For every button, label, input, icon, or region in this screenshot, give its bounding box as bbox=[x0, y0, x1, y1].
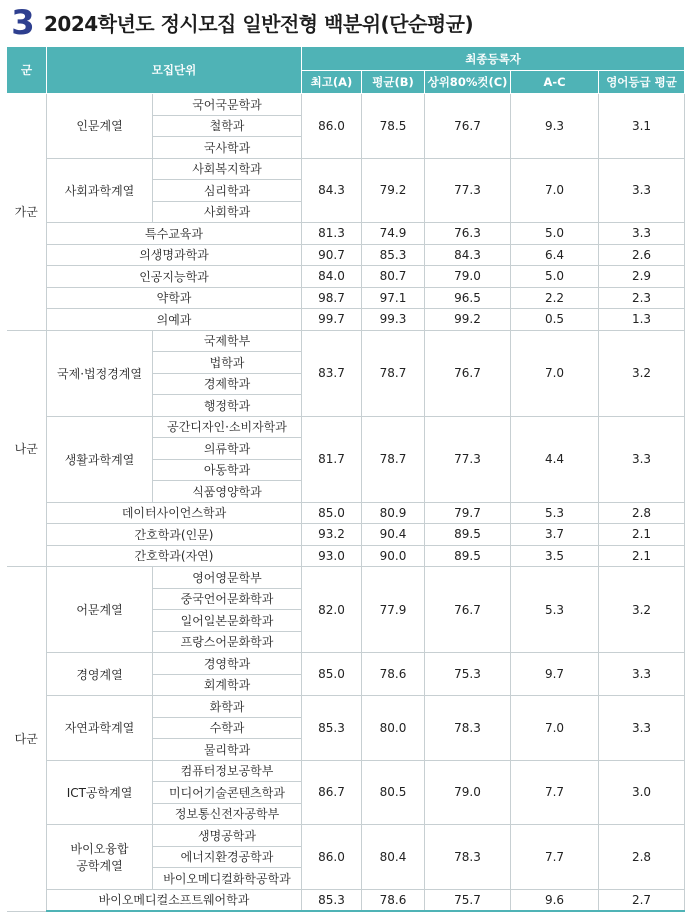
p80-value-cell: 76.7 bbox=[425, 567, 511, 653]
table-row bbox=[7, 244, 685, 266]
avg-value-cell: 80.5 bbox=[362, 760, 425, 825]
major-cell: 영어영문학부 bbox=[153, 567, 302, 589]
ac-value-cell: 0.5 bbox=[511, 309, 599, 331]
ac-value-cell: 7.0 bbox=[511, 696, 599, 761]
ac-value-cell: 3.5 bbox=[511, 545, 599, 567]
avg-value-cell: 78.5 bbox=[362, 94, 425, 159]
major-cell: 물리학과 bbox=[153, 739, 302, 761]
ac-value-cell: 9.3 bbox=[511, 94, 599, 159]
avg-value-cell: 99.3 bbox=[362, 309, 425, 331]
p80-value-cell: 79.0 bbox=[425, 266, 511, 288]
ac-value-cell: 7.7 bbox=[511, 760, 599, 825]
ac-value-cell: 7.0 bbox=[511, 158, 599, 223]
eng-value-cell: 2.8 bbox=[599, 502, 685, 524]
section-number-badge: 3 bbox=[11, 3, 35, 43]
eng-value-cell: 2.1 bbox=[599, 524, 685, 546]
unit-cell: 약학과 bbox=[47, 287, 302, 309]
table-row bbox=[7, 223, 685, 245]
eng-value-cell: 2.1 bbox=[599, 545, 685, 567]
max-value-cell: 90.7 bbox=[302, 244, 362, 266]
p80-value-cell: 76.7 bbox=[425, 94, 511, 159]
major-cell: 식품영양학과 bbox=[153, 481, 302, 503]
major-cell: 중국언어문화학과 bbox=[153, 588, 302, 610]
max-value-cell: 84.0 bbox=[302, 266, 362, 288]
col-header-unit: 모집단위 bbox=[47, 47, 302, 94]
major-cell: 국어국문학과 bbox=[153, 94, 302, 116]
major-cell: 국사학과 bbox=[153, 137, 302, 159]
ac-value-cell: 6.4 bbox=[511, 244, 599, 266]
unit-cell: ICT공학계열 bbox=[47, 760, 153, 825]
major-cell: 수학과 bbox=[153, 717, 302, 739]
avg-value-cell: 85.3 bbox=[362, 244, 425, 266]
avg-value-cell: 79.2 bbox=[362, 158, 425, 223]
unit-cell: 바이오메디컬소프트웨어학과 bbox=[47, 889, 302, 911]
col-header-max: 최고(A) bbox=[302, 71, 362, 94]
table-row bbox=[7, 158, 685, 180]
max-value-cell: 93.2 bbox=[302, 524, 362, 546]
eng-value-cell: 3.2 bbox=[599, 330, 685, 416]
group-name-cell: 나군 bbox=[7, 330, 47, 567]
ac-value-cell: 5.3 bbox=[511, 502, 599, 524]
ac-value-cell: 4.4 bbox=[511, 416, 599, 502]
max-value-cell: 85.0 bbox=[302, 653, 362, 696]
table-row bbox=[7, 653, 685, 675]
max-value-cell: 93.0 bbox=[302, 545, 362, 567]
ac-value-cell: 7.7 bbox=[511, 825, 599, 890]
unit-cell: 의예과 bbox=[47, 309, 302, 331]
eng-value-cell: 3.2 bbox=[599, 567, 685, 653]
table-row bbox=[7, 416, 685, 438]
unit-cell: 사회과학계열 bbox=[47, 158, 153, 223]
p80-value-cell: 89.5 bbox=[425, 545, 511, 567]
ac-value-cell: 9.7 bbox=[511, 653, 599, 696]
p80-value-cell: 79.0 bbox=[425, 760, 511, 825]
major-cell: 생명공학과 bbox=[153, 825, 302, 847]
ac-value-cell: 9.6 bbox=[511, 889, 599, 911]
p80-value-cell: 96.5 bbox=[425, 287, 511, 309]
max-value-cell: 98.7 bbox=[302, 287, 362, 309]
avg-value-cell: 78.7 bbox=[362, 416, 425, 502]
max-value-cell: 86.7 bbox=[302, 760, 362, 825]
major-cell: 화학과 bbox=[153, 696, 302, 718]
p80-value-cell: 79.7 bbox=[425, 502, 511, 524]
eng-value-cell: 2.9 bbox=[599, 266, 685, 288]
ac-value-cell: 5.3 bbox=[511, 567, 599, 653]
avg-value-cell: 74.9 bbox=[362, 223, 425, 245]
p80-value-cell: 78.3 bbox=[425, 696, 511, 761]
unit-cell: 인공지능학과 bbox=[47, 266, 302, 288]
major-cell: 국제학부 bbox=[153, 330, 302, 352]
major-cell: 아동학과 bbox=[153, 459, 302, 481]
col-header-ac: A-C bbox=[511, 71, 599, 94]
table-row bbox=[7, 502, 685, 524]
avg-value-cell: 90.4 bbox=[362, 524, 425, 546]
major-cell: 법학과 bbox=[153, 352, 302, 374]
p80-value-cell: 75.3 bbox=[425, 653, 511, 696]
page-header bbox=[0, 0, 690, 46]
major-cell: 사회학과 bbox=[153, 201, 302, 223]
major-cell: 철학과 bbox=[153, 115, 302, 137]
table-row bbox=[7, 696, 685, 718]
ac-value-cell: 2.2 bbox=[511, 287, 599, 309]
col-header-final: 최종등록자 bbox=[302, 47, 685, 71]
max-value-cell: 86.0 bbox=[302, 94, 362, 159]
major-cell: 바이오메디컬화학공학과 bbox=[153, 868, 302, 890]
eng-value-cell: 2.6 bbox=[599, 244, 685, 266]
major-cell: 의류학과 bbox=[153, 438, 302, 460]
eng-value-cell: 3.1 bbox=[599, 94, 685, 159]
eng-value-cell: 1.3 bbox=[599, 309, 685, 331]
p80-value-cell: 77.3 bbox=[425, 158, 511, 223]
ac-value-cell: 5.0 bbox=[511, 266, 599, 288]
unit-cell: 생활과학계열 bbox=[47, 416, 153, 502]
unit-cell: 인문계열 bbox=[47, 94, 153, 159]
eng-value-cell: 3.3 bbox=[599, 416, 685, 502]
p80-value-cell: 77.3 bbox=[425, 416, 511, 502]
unit-cell: 경영계열 bbox=[47, 653, 153, 696]
col-header-eng: 영어등급 평균 bbox=[599, 71, 685, 94]
major-cell: 행정학과 bbox=[153, 395, 302, 417]
max-value-cell: 85.3 bbox=[302, 696, 362, 761]
eng-value-cell: 3.0 bbox=[599, 760, 685, 825]
max-value-cell: 81.3 bbox=[302, 223, 362, 245]
avg-value-cell: 78.6 bbox=[362, 653, 425, 696]
p80-value-cell: 89.5 bbox=[425, 524, 511, 546]
unit-cell: 바이오융합 공학계열 bbox=[47, 825, 153, 890]
major-cell: 공간디자인·소비자학과 bbox=[153, 416, 302, 438]
unit-cell: 자연과학계열 bbox=[47, 696, 153, 761]
max-value-cell: 85.0 bbox=[302, 502, 362, 524]
major-cell: 프랑스어문화학과 bbox=[153, 631, 302, 653]
major-cell: 경제학과 bbox=[153, 373, 302, 395]
avg-value-cell: 80.7 bbox=[362, 266, 425, 288]
page-title: 2024학년도 정시모집 일반전형 백분위(단순평균) bbox=[44, 12, 474, 36]
table-row bbox=[7, 545, 685, 567]
table-row bbox=[7, 889, 685, 911]
percentile-table bbox=[6, 46, 685, 912]
unit-cell: 간호학과(인문) bbox=[47, 524, 302, 546]
eng-value-cell: 2.3 bbox=[599, 287, 685, 309]
major-cell: 에너지환경공학과 bbox=[153, 846, 302, 868]
p80-value-cell: 84.3 bbox=[425, 244, 511, 266]
avg-value-cell: 80.0 bbox=[362, 696, 425, 761]
eng-value-cell: 2.8 bbox=[599, 825, 685, 890]
p80-value-cell: 76.3 bbox=[425, 223, 511, 245]
eng-value-cell: 3.3 bbox=[599, 158, 685, 223]
max-value-cell: 99.7 bbox=[302, 309, 362, 331]
table-row bbox=[7, 266, 685, 288]
table-row bbox=[7, 760, 685, 782]
table-row bbox=[7, 567, 685, 589]
ac-value-cell: 7.0 bbox=[511, 330, 599, 416]
table-body bbox=[7, 94, 685, 912]
avg-value-cell: 77.9 bbox=[362, 567, 425, 653]
eng-value-cell: 3.3 bbox=[599, 696, 685, 761]
unit-cell: 데이터사이언스학과 bbox=[47, 502, 302, 524]
avg-value-cell: 97.1 bbox=[362, 287, 425, 309]
unit-cell: 국제·법정경계열 bbox=[47, 330, 153, 416]
p80-value-cell: 78.3 bbox=[425, 825, 511, 890]
major-cell: 회계학과 bbox=[153, 674, 302, 696]
max-value-cell: 85.3 bbox=[302, 889, 362, 911]
avg-value-cell: 78.7 bbox=[362, 330, 425, 416]
max-value-cell: 81.7 bbox=[302, 416, 362, 502]
group-name-cell: 다군 bbox=[7, 567, 47, 912]
max-value-cell: 83.7 bbox=[302, 330, 362, 416]
ac-value-cell: 3.7 bbox=[511, 524, 599, 546]
eng-value-cell: 2.7 bbox=[599, 889, 685, 911]
max-value-cell: 86.0 bbox=[302, 825, 362, 890]
eng-value-cell: 3.3 bbox=[599, 653, 685, 696]
eng-value-cell: 3.3 bbox=[599, 223, 685, 245]
avg-value-cell: 90.0 bbox=[362, 545, 425, 567]
major-cell: 경영학과 bbox=[153, 653, 302, 675]
p80-value-cell: 99.2 bbox=[425, 309, 511, 331]
major-cell: 정보통신전자공학부 bbox=[153, 803, 302, 825]
major-cell: 컴퓨터정보공학부 bbox=[153, 760, 302, 782]
col-header-avg: 평균(B) bbox=[362, 71, 425, 94]
ac-value-cell: 5.0 bbox=[511, 223, 599, 245]
p80-value-cell: 76.7 bbox=[425, 330, 511, 416]
table-row bbox=[7, 330, 685, 352]
col-header-group: 군 bbox=[7, 47, 47, 94]
major-cell: 사회복지학과 bbox=[153, 158, 302, 180]
col-header-p80: 상위80%컷(C) bbox=[425, 71, 511, 94]
unit-cell: 어문계열 bbox=[47, 567, 153, 653]
avg-value-cell: 80.4 bbox=[362, 825, 425, 890]
table-row bbox=[7, 94, 685, 116]
group-name-cell: 가군 bbox=[7, 94, 47, 331]
max-value-cell: 84.3 bbox=[302, 158, 362, 223]
unit-cell: 의생명과학과 bbox=[47, 244, 302, 266]
table-row bbox=[7, 524, 685, 546]
major-cell: 심리학과 bbox=[153, 180, 302, 202]
unit-cell: 간호학과(자연) bbox=[47, 545, 302, 567]
p80-value-cell: 75.7 bbox=[425, 889, 511, 911]
max-value-cell: 82.0 bbox=[302, 567, 362, 653]
unit-cell: 특수교육과 bbox=[47, 223, 302, 245]
major-cell: 미디어기술콘텐츠학과 bbox=[153, 782, 302, 804]
avg-value-cell: 80.9 bbox=[362, 502, 425, 524]
table-row bbox=[7, 309, 685, 331]
table-row bbox=[7, 287, 685, 309]
major-cell: 일어일본문화학과 bbox=[153, 610, 302, 632]
table-row bbox=[7, 825, 685, 847]
avg-value-cell: 78.6 bbox=[362, 889, 425, 911]
